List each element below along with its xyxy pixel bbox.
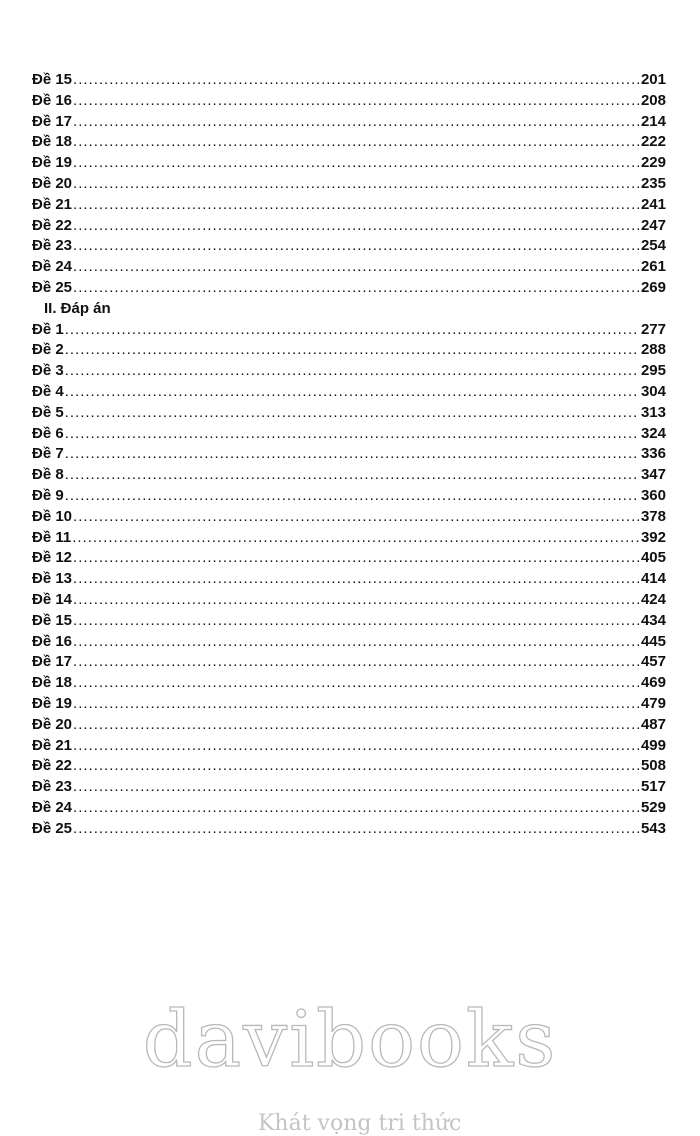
toc-leader-dots	[73, 507, 639, 528]
toc-entry-page: 277	[640, 320, 666, 338]
toc-entry-label: Đề 18	[32, 133, 73, 151]
toc-entry-label: Đề 14	[32, 590, 73, 608]
toc-entry-page: 201	[640, 71, 666, 88]
toc-entry	[32, 777, 666, 798]
toc-leader-dots	[73, 611, 639, 632]
toc-leader-dots	[73, 694, 639, 715]
toc-entry-label: Đề 15	[32, 71, 73, 88]
toc-entry-label: Đề 19	[32, 154, 73, 172]
toc-entry	[32, 174, 666, 195]
toc-entry-page: 457	[640, 653, 666, 671]
toc-entry-label: Đề 18	[32, 674, 73, 692]
watermark-brand: davibooks	[142, 995, 558, 1085]
toc-entry-page: 229	[640, 154, 666, 172]
toc-entry	[32, 236, 666, 257]
toc-entry-page: 543	[640, 819, 666, 837]
toc-leader-dots	[73, 673, 639, 694]
toc-entry-page: 424	[640, 590, 666, 608]
toc-entry-label: Đề 1	[32, 320, 64, 338]
toc-entry-page: 487	[640, 715, 666, 733]
toc-entry-page: 214	[640, 112, 666, 130]
toc-entry-page: 313	[640, 403, 666, 421]
section-heading-answers	[32, 299, 666, 320]
toc-entry-label: Đề 25	[32, 819, 73, 837]
toc-entry-label: Đề 13	[32, 570, 73, 588]
toc-entry-label: Đề 21	[32, 736, 73, 754]
toc-entry	[32, 736, 666, 757]
toc-entry-page: 269	[640, 278, 666, 296]
toc-leader-dots	[73, 216, 639, 237]
toc-leader-dots	[73, 112, 639, 133]
toc-leader-dots	[73, 70, 639, 91]
toc-leader-dots	[73, 590, 639, 611]
toc-entry-label: Đề 25	[32, 278, 73, 296]
toc-entry-label: Đề 20	[32, 715, 73, 733]
toc-leader-dots	[73, 777, 639, 798]
toc-entry-label: Đề 10	[32, 507, 73, 525]
toc-leader-dots	[65, 320, 639, 341]
toc-entry-page: 347	[640, 466, 666, 484]
toc-leader-dots	[73, 736, 639, 757]
part2-entry-list	[32, 320, 666, 840]
toc-entry	[32, 382, 666, 403]
toc-leader-dots	[65, 486, 639, 507]
toc-entry-page: 222	[640, 133, 666, 151]
toc-entry-page: 517	[640, 778, 666, 796]
toc-entry-label: Đề 17	[32, 653, 73, 671]
toc-entry	[32, 444, 666, 465]
toc-entry	[32, 798, 666, 819]
toc-entry	[32, 819, 666, 840]
toc-leader-dots	[73, 756, 639, 777]
toc-leader-dots	[73, 652, 639, 673]
toc-entry-page: 414	[640, 570, 666, 588]
toc-entry-label: Đề 22	[32, 757, 73, 775]
toc-leader-dots	[65, 340, 639, 361]
watermark-logo	[0, 995, 700, 1085]
toc-leader-dots	[73, 153, 639, 174]
toc-entry	[32, 153, 666, 174]
table-of-contents	[32, 70, 666, 839]
toc-entry-page: 254	[640, 237, 666, 255]
toc-entry-label: Đề 17	[32, 112, 73, 130]
toc-entry-label: Đề 16	[32, 91, 73, 109]
toc-entry-label: Đề 23	[32, 237, 73, 255]
toc-entry	[32, 403, 666, 424]
toc-leader-dots	[73, 569, 639, 590]
toc-entry-label: Đề 6	[32, 424, 64, 442]
toc-entry-page: 360	[640, 486, 666, 504]
toc-entry-label: Đề 22	[32, 216, 73, 234]
toc-entry-page: 304	[640, 382, 666, 400]
toc-entry	[32, 507, 666, 528]
toc-entry-page: 445	[640, 632, 666, 650]
toc-leader-dots	[73, 632, 639, 653]
toc-entry	[32, 528, 666, 549]
toc-entry	[32, 611, 666, 632]
toc-entry-label: Đề 24	[32, 798, 73, 816]
toc-entry-label: Đề 4	[32, 382, 64, 400]
section-heading-text: II. Đáp án	[44, 299, 111, 317]
toc-entry-page: 469	[640, 674, 666, 692]
toc-entry-label: Đề 12	[32, 549, 73, 567]
toc-entry-page: 392	[640, 528, 666, 546]
toc-entry	[32, 361, 666, 382]
watermark-slogan: Khát vọng tri thức	[258, 1111, 462, 1136]
toc-entry-page: 434	[640, 611, 666, 629]
toc-entry-page: 508	[640, 757, 666, 775]
toc-leader-dots	[65, 444, 639, 465]
toc-entry-label: Đề 21	[32, 195, 73, 213]
toc-entry-page: 247	[640, 216, 666, 234]
toc-entry	[32, 91, 666, 112]
toc-entry-label: Đề 19	[32, 694, 73, 712]
toc-entry	[32, 465, 666, 486]
toc-leader-dots	[73, 819, 639, 840]
toc-leader-dots	[65, 424, 639, 445]
toc-entry-page: 499	[640, 736, 666, 754]
toc-entry	[32, 278, 666, 299]
toc-entry-label: Đề 2	[32, 341, 64, 359]
toc-entry-page: 336	[640, 445, 666, 463]
toc-entry-page: 208	[640, 91, 666, 109]
toc-entry	[32, 424, 666, 445]
toc-leader-dots	[65, 382, 639, 403]
toc-leader-dots	[73, 195, 639, 216]
toc-entry	[32, 195, 666, 216]
toc-leader-dots	[73, 91, 639, 112]
toc-entry-label: Đề 5	[32, 403, 64, 421]
toc-entry	[32, 112, 666, 133]
toc-entry-label: Đề 7	[32, 445, 64, 463]
toc-entry-label: Đề 8	[32, 466, 64, 484]
toc-entry-label: Đề 11	[32, 528, 72, 546]
toc-entry	[32, 216, 666, 237]
toc-entry	[32, 257, 666, 278]
toc-entry-label: Đề 3	[32, 362, 64, 380]
toc-entry-label: Đề 20	[32, 174, 73, 192]
toc-entry	[32, 632, 666, 653]
part1-entry-list	[32, 70, 666, 299]
toc-entry-page: 261	[640, 258, 666, 276]
toc-leader-dots	[65, 403, 639, 424]
toc-entry-page: 378	[640, 507, 666, 525]
toc-leader-dots	[73, 715, 639, 736]
toc-entry-page: 241	[640, 195, 666, 213]
toc-entry	[32, 340, 666, 361]
toc-entry	[32, 694, 666, 715]
toc-entry	[32, 673, 666, 694]
toc-leader-dots	[73, 236, 639, 257]
toc-leader-dots	[72, 528, 639, 549]
toc-leader-dots	[73, 798, 639, 819]
toc-entry-page: 295	[640, 362, 666, 380]
toc-entry	[32, 590, 666, 611]
toc-entry-page: 405	[640, 549, 666, 567]
toc-entry	[32, 70, 666, 91]
toc-entry	[32, 486, 666, 507]
toc-entry-page: 479	[640, 694, 666, 712]
toc-entry-label: Đề 24	[32, 258, 73, 276]
toc-leader-dots	[73, 257, 639, 278]
toc-entry	[32, 715, 666, 736]
toc-entry	[32, 320, 666, 341]
toc-entry-page: 324	[640, 424, 666, 442]
toc-leader-dots	[65, 361, 639, 382]
toc-entry-page: 288	[640, 341, 666, 359]
toc-entry	[32, 548, 666, 569]
toc-leader-dots	[73, 278, 639, 299]
toc-entry-label: Đề 15	[32, 611, 73, 629]
toc-entry-label: Đề 16	[32, 632, 73, 650]
toc-leader-dots	[73, 132, 639, 153]
toc-entry	[32, 652, 666, 673]
toc-leader-dots	[65, 465, 639, 486]
toc-leader-dots	[73, 174, 639, 195]
toc-entry	[32, 132, 666, 153]
toc-entry-page: 529	[640, 798, 666, 816]
toc-entry-label: Đề 9	[32, 486, 64, 504]
toc-leader-dots	[73, 548, 639, 569]
toc-entry-label: Đề 23	[32, 778, 73, 796]
toc-entry-page: 235	[640, 174, 666, 192]
toc-entry	[32, 569, 666, 590]
toc-entry	[32, 756, 666, 777]
